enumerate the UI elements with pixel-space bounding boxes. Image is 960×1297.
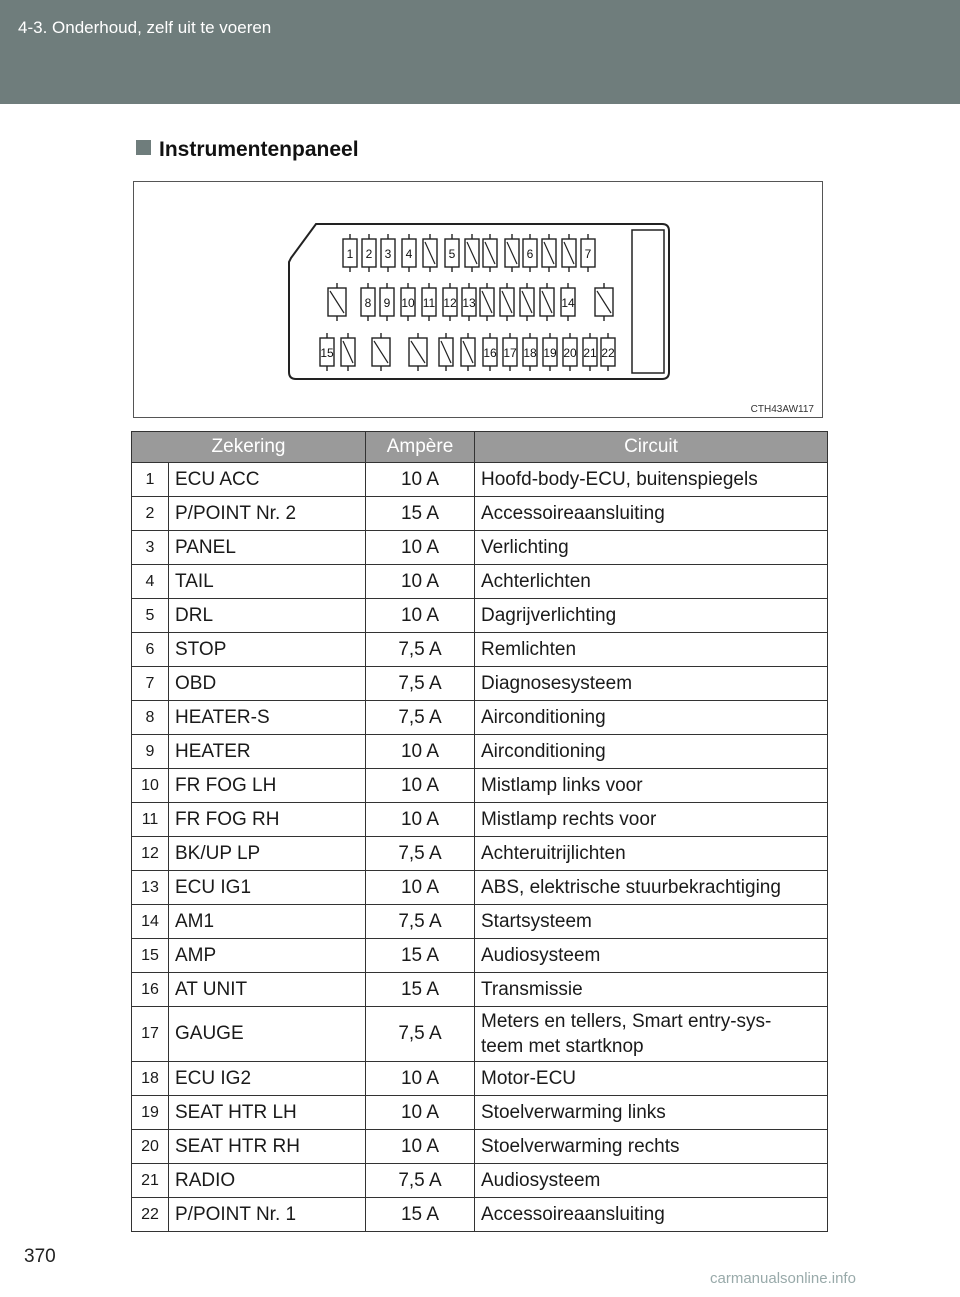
table-row (132, 973, 828, 1007)
empty-fuse-slot (595, 283, 613, 321)
numbered-fuse (523, 333, 537, 371)
fuse-number: 17 (132, 1007, 169, 1062)
table-row (132, 871, 828, 905)
numbered-fuse (422, 283, 436, 321)
fuse-ampere: 7,5 A (366, 633, 475, 667)
fuse-ampere: 15 A (366, 1198, 475, 1232)
fuse-label: 4 (405, 247, 413, 261)
fuse-ampere: 10 A (366, 769, 475, 803)
table-row (132, 667, 828, 701)
fuse-number: 4 (132, 565, 169, 599)
fuse-ampere: 10 A (366, 803, 475, 837)
fuse-circuit: ABS, elektrische stuurbekrachtiging (475, 871, 828, 905)
fuse-label: 10 (401, 296, 415, 310)
numbered-fuse (563, 333, 577, 371)
fuse-name: DRL (169, 599, 366, 633)
fuse-number: 10 (132, 769, 169, 803)
empty-fuse-slot (480, 283, 494, 321)
table-row (132, 837, 828, 871)
table-row (132, 1007, 828, 1062)
section-heading (136, 138, 359, 162)
fuse-label: 16 (483, 346, 497, 360)
fuse-label: 12 (443, 296, 457, 310)
empty-fuse-slot (461, 333, 475, 371)
fuse-name: STOP (169, 633, 366, 667)
fuse-ampere: 15 A (366, 497, 475, 531)
fuse-number: 14 (132, 905, 169, 939)
table-row (132, 497, 828, 531)
table-row (132, 633, 828, 667)
fuse-number: 7 (132, 667, 169, 701)
fuse-circuit: Motor-ECU (475, 1062, 828, 1096)
fuse-name: BK/UP LP (169, 837, 366, 871)
numbered-fuse (362, 234, 376, 272)
fuse-ampere: 7,5 A (366, 667, 475, 701)
fuse-circuit: Transmissie (475, 973, 828, 1007)
fuse-label: 17 (503, 346, 517, 360)
fuse-name: HEATER-S (169, 701, 366, 735)
fuse-label: 2 (365, 247, 373, 261)
fuse-ampere: 7,5 A (366, 1164, 475, 1198)
fuse-label: 9 (383, 296, 391, 310)
numbered-fuse (381, 234, 395, 272)
fuse-name: RADIO (169, 1164, 366, 1198)
fuse-circuit: Stoelverwarming links (475, 1096, 828, 1130)
fuse-name: SEAT HTR RH (169, 1130, 366, 1164)
fuse-circuit: Remlichten (475, 633, 828, 667)
table-row (132, 1198, 828, 1232)
table-row (132, 1062, 828, 1096)
numbered-fuse (483, 333, 497, 371)
empty-fuse-slot (423, 234, 437, 272)
fuse-circuit: Accessoireaansluiting (475, 497, 828, 531)
figure-code: CTH43AW117 (750, 404, 814, 415)
fuse-circuit: Achterlichten (475, 565, 828, 599)
fuse-label: 11 (422, 296, 436, 310)
fuse-number: 1 (132, 463, 169, 497)
fuse-circuit: Airconditioning (475, 735, 828, 769)
fuse-ampere: 10 A (366, 1062, 475, 1096)
fuse-box-illustration (134, 182, 822, 417)
numbered-fuse (583, 333, 597, 371)
fuse-ampere: 15 A (366, 973, 475, 1007)
fuse-name: PANEL (169, 531, 366, 565)
fuse-number: 8 (132, 701, 169, 735)
fuse-circuit: Audiosysteem (475, 939, 828, 973)
fuse-name: FR FOG LH (169, 769, 366, 803)
fuse-ampere: 7,5 A (366, 1007, 475, 1062)
table-row (132, 701, 828, 735)
header-fuse: Zekering (132, 432, 366, 463)
fuse-number: 20 (132, 1130, 169, 1164)
fuse-label: 1 (346, 247, 354, 261)
empty-fuse-slot (562, 234, 576, 272)
numbered-fuse (402, 234, 416, 272)
table-row (132, 599, 828, 633)
empty-fuse-slot (540, 283, 554, 321)
fuse-circuit: Diagnosesysteem (475, 667, 828, 701)
header-amp: Ampère (366, 432, 475, 463)
numbered-fuse (443, 283, 457, 321)
fuse-ampere: 15 A (366, 939, 475, 973)
fuse-number: 12 (132, 837, 169, 871)
numbered-fuse (581, 234, 595, 272)
table-row (132, 531, 828, 565)
numbered-fuse (561, 283, 575, 321)
fuse-name: OBD (169, 667, 366, 701)
header-circuit: Circuit (475, 432, 828, 463)
fuse-circuit: Dagrijverlichting (475, 599, 828, 633)
fuse-label: 18 (523, 346, 537, 360)
numbered-fuse (523, 234, 537, 272)
fuse-ampere: 7,5 A (366, 701, 475, 735)
fuse-ampere: 10 A (366, 1096, 475, 1130)
numbered-fuse (380, 283, 394, 321)
fuse-number: 9 (132, 735, 169, 769)
fuse-ampere: 10 A (366, 463, 475, 497)
fuse-label: 14 (561, 296, 575, 310)
numbered-fuse (503, 333, 517, 371)
fuse-number: 19 (132, 1096, 169, 1130)
empty-fuse-slot (372, 333, 390, 371)
fuse-circuit: Audiosysteem (475, 1164, 828, 1198)
fuse-number: 5 (132, 599, 169, 633)
table-header-row (132, 432, 828, 463)
fuse-box-diagram (133, 181, 823, 418)
fuse-name: HEATER (169, 735, 366, 769)
fuse-name: SEAT HTR LH (169, 1096, 366, 1130)
table-row (132, 565, 828, 599)
fuse-circuit: Meters en tellers, Smart entry-sys- teem met startknop (475, 1007, 828, 1062)
fuse-circuit: Airconditioning (475, 701, 828, 735)
table-row (132, 939, 828, 973)
relay-slot (632, 230, 664, 373)
table-row (132, 463, 828, 497)
fuse-table (131, 431, 828, 1232)
fuse-number: 18 (132, 1062, 169, 1096)
numbered-fuse (543, 333, 557, 371)
fuse-label: 13 (462, 296, 476, 310)
empty-fuse-slot (500, 283, 514, 321)
numbered-fuse (343, 234, 357, 272)
fuse-number: 16 (132, 973, 169, 1007)
fuse-number: 21 (132, 1164, 169, 1198)
fuse-circuit: Startsysteem (475, 905, 828, 939)
fuse-ampere: 10 A (366, 565, 475, 599)
fuse-label: 22 (601, 346, 615, 360)
fuse-ampere: 10 A (366, 1130, 475, 1164)
numbered-fuse (320, 333, 334, 371)
table-row (132, 803, 828, 837)
fuse-name: P/POINT Nr. 1 (169, 1198, 366, 1232)
chapter-title: 4-3. Onderhoud, zelf uit te voeren (18, 18, 272, 37)
fuse-circuit: Achteruitrijlichten (475, 837, 828, 871)
fuse-ampere: 7,5 A (366, 905, 475, 939)
empty-fuse-slot (465, 234, 479, 272)
fuse-name: TAIL (169, 565, 366, 599)
fuse-label: 3 (384, 247, 392, 261)
fuse-label: 8 (364, 296, 372, 310)
numbered-fuse (361, 283, 375, 321)
empty-fuse-slot (520, 283, 534, 321)
table-row (132, 1164, 828, 1198)
empty-fuse-slot (439, 333, 453, 371)
fuse-label: 20 (563, 346, 577, 360)
fuse-number: 22 (132, 1198, 169, 1232)
empty-fuse-slot (542, 234, 556, 272)
fuse-name: ECU ACC (169, 463, 366, 497)
numbered-fuse (462, 283, 476, 321)
table-row (132, 905, 828, 939)
fuse-label: 7 (584, 247, 592, 261)
fuse-name: FR FOG RH (169, 803, 366, 837)
table-row (132, 1096, 828, 1130)
fuse-number: 3 (132, 531, 169, 565)
fuse-label: 21 (583, 346, 597, 360)
fuse-circuit: Stoelverwarming rechts (475, 1130, 828, 1164)
fuse-number: 6 (132, 633, 169, 667)
fuse-name: ECU IG1 (169, 871, 366, 905)
empty-fuse-slot (409, 333, 427, 371)
fuse-label: 15 (320, 346, 334, 360)
numbered-fuse (445, 234, 459, 272)
fuse-name: AMP (169, 939, 366, 973)
watermark: carmanualsonline.info (710, 1270, 856, 1287)
page-number: 370 (24, 1246, 56, 1267)
numbered-fuse (401, 283, 415, 321)
fuse-name: GAUGE (169, 1007, 366, 1062)
fuse-name: AT UNIT (169, 973, 366, 1007)
fuse-number: 13 (132, 871, 169, 905)
fuse-ampere: 10 A (366, 871, 475, 905)
square-bullet-icon (136, 140, 151, 155)
table-row (132, 735, 828, 769)
fuse-circuit: Hoofd-body-ECU, buitenspiegels (475, 463, 828, 497)
fuse-name: ECU IG2 (169, 1062, 366, 1096)
fuse-name: AM1 (169, 905, 366, 939)
chapter-header-bar (0, 0, 960, 104)
fuse-number: 2 (132, 497, 169, 531)
fuse-number: 15 (132, 939, 169, 973)
fuse-circuit: Mistlamp rechts voor (475, 803, 828, 837)
fuse-circuit: Mistlamp links voor (475, 769, 828, 803)
empty-fuse-slot (328, 283, 346, 321)
fuse-label: 19 (543, 346, 557, 360)
table-row (132, 1130, 828, 1164)
fuse-ampere: 7,5 A (366, 837, 475, 871)
empty-fuse-slot (505, 234, 519, 272)
fuse-number: 11 (132, 803, 169, 837)
fuse-circuit: Verlichting (475, 531, 828, 565)
fuse-label: 6 (526, 247, 534, 261)
table-row (132, 769, 828, 803)
fuse-label: 5 (448, 247, 456, 261)
empty-fuse-slot (341, 333, 355, 371)
fuse-name: P/POINT Nr. 2 (169, 497, 366, 531)
section-title: Instrumentenpaneel (159, 138, 359, 161)
fuse-ampere: 10 A (366, 735, 475, 769)
empty-fuse-slot (483, 234, 497, 272)
fuse-ampere: 10 A (366, 599, 475, 633)
numbered-fuse (601, 333, 615, 371)
fuse-ampere: 10 A (366, 531, 475, 565)
fuse-circuit: Accessoireaansluiting (475, 1198, 828, 1232)
